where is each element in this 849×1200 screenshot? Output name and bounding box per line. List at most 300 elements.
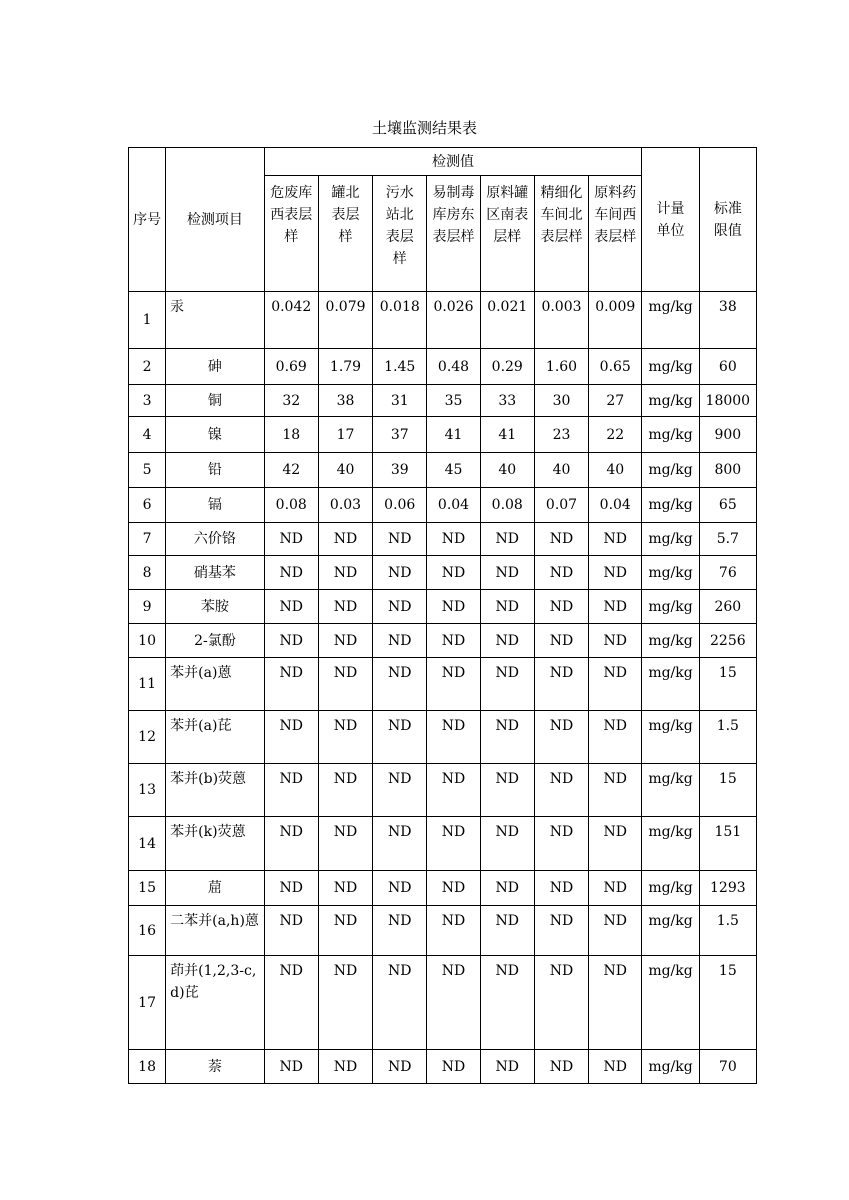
row-value [373, 292, 427, 349]
row-limit: 5.7 [699, 523, 756, 556]
row-value [480, 523, 534, 556]
row-value [589, 1050, 642, 1084]
row-value-text: ND [603, 913, 627, 929]
table-row [129, 349, 757, 385]
row-value [264, 349, 318, 385]
row-value-text: 17 [336, 426, 355, 443]
row-value-text: 0.042 [271, 299, 312, 315]
row-index: 5 [129, 453, 166, 488]
row-item [166, 956, 264, 1050]
row-value [427, 590, 480, 624]
row-value-text: 31 [390, 392, 409, 409]
row-value [589, 590, 642, 624]
row-value-text: ND [495, 718, 519, 734]
header-item: 检测项目 [166, 148, 264, 292]
row-item [166, 906, 264, 956]
table-row [129, 624, 757, 658]
row-value-text: ND [603, 564, 627, 581]
row-value [427, 956, 480, 1050]
row-value [373, 817, 427, 871]
row-value-text: ND [279, 665, 303, 681]
row-value-text: ND [549, 880, 574, 896]
row-value-text: 23 [552, 426, 571, 443]
row-value-text: ND [603, 665, 627, 681]
table-row [129, 523, 757, 556]
row-value [318, 764, 372, 817]
row-item-text: 䓛 [207, 880, 222, 896]
row-item-text: 六价铬 [193, 531, 236, 547]
row-value-text: ND [495, 665, 519, 681]
row-index: 10 [129, 624, 166, 658]
header-site [427, 176, 480, 292]
row-value-text: 40 [336, 462, 355, 478]
row-value [427, 817, 480, 871]
site-label: 精细化车间北表层样 [540, 185, 583, 245]
row-item-text: 铅 [207, 462, 222, 478]
row-unit: mg/kg [642, 817, 699, 871]
row-limit: 38 [699, 292, 756, 349]
row-item-text: 硝基苯 [193, 564, 236, 581]
header-site [480, 176, 534, 292]
row-value [318, 711, 372, 764]
row-item [166, 817, 264, 871]
row-value [589, 523, 642, 556]
row-limit: 800 [699, 453, 756, 488]
row-value [427, 906, 480, 956]
row-value-text: ND [388, 963, 412, 979]
row-value [427, 871, 480, 906]
row-value [589, 906, 642, 956]
row-value [373, 711, 427, 764]
row-value-text: ND [333, 531, 358, 547]
row-value-text: 40 [552, 462, 571, 478]
row-value-text: ND [279, 963, 303, 979]
row-unit: mg/kg [642, 488, 699, 523]
row-value-text: 0.026 [433, 299, 474, 315]
row-item-text: 二苯并(a,h)蒽 [170, 913, 259, 929]
row-value-text: 0.009 [595, 299, 636, 315]
row-value-text: ND [495, 963, 519, 979]
table-row [129, 292, 757, 349]
row-value [534, 956, 588, 1050]
row-value [589, 556, 642, 590]
row-value-text: ND [441, 598, 466, 615]
row-value-text: ND [441, 880, 466, 896]
row-value [373, 349, 427, 385]
row-unit: mg/kg [642, 711, 699, 764]
row-value-text: ND [549, 718, 574, 734]
row-value [534, 349, 588, 385]
row-value [427, 292, 480, 349]
row-value-text: ND [495, 880, 519, 896]
row-value-text: ND [603, 632, 627, 649]
row-value-text: ND [388, 824, 412, 840]
row-value-text: ND [495, 598, 519, 615]
row-value-text: 0.04 [599, 497, 631, 513]
header-site [264, 176, 318, 292]
table-row [129, 488, 757, 523]
header-site [534, 176, 588, 292]
row-value-text: ND [333, 632, 358, 649]
row-item-text: 汞 [170, 299, 185, 315]
row-value-text: ND [333, 771, 358, 787]
row-value [373, 956, 427, 1050]
table-row [129, 764, 757, 817]
row-value [480, 453, 534, 488]
row-value-text: ND [333, 913, 358, 929]
row-value [427, 523, 480, 556]
row-value [480, 385, 534, 417]
row-value [373, 764, 427, 817]
row-index: 2 [129, 349, 166, 385]
row-value [264, 385, 318, 417]
row-value-text: ND [388, 598, 412, 615]
row-index: 6 [129, 488, 166, 523]
row-item [166, 590, 264, 624]
header-unit-text: 计量单位 [656, 200, 685, 239]
row-value [318, 488, 372, 523]
row-value-text: 0.018 [379, 299, 420, 315]
row-value-text: 0.04 [437, 497, 470, 513]
row-value [480, 349, 534, 385]
row-value-text: ND [603, 718, 627, 734]
row-value-text: ND [603, 598, 627, 615]
row-item-text: 苯并(b)荧蒽 [170, 771, 247, 787]
row-limit: 70 [699, 1050, 756, 1084]
row-item [166, 764, 264, 817]
row-value [480, 488, 534, 523]
row-value [318, 871, 372, 906]
row-value [264, 417, 318, 453]
row-value-text: 0.07 [545, 497, 578, 513]
row-unit: mg/kg [642, 349, 699, 385]
row-value-text: ND [333, 718, 358, 734]
row-unit: mg/kg [642, 417, 699, 453]
row-limit: 65 [699, 488, 756, 523]
row-index: 13 [129, 764, 166, 817]
row-value [318, 817, 372, 871]
row-value [373, 906, 427, 956]
row-limit: 18000 [699, 385, 756, 417]
row-value [589, 658, 642, 711]
row-value [264, 292, 318, 349]
row-value-text: ND [441, 1058, 466, 1075]
site-label: 易制毒库房东表层样 [432, 185, 475, 245]
row-item-text: 铜 [207, 392, 222, 409]
row-value-text: ND [603, 771, 627, 787]
row-value-text: ND [333, 824, 358, 840]
row-value-text: ND [388, 880, 412, 896]
row-value [534, 658, 588, 711]
row-value [373, 658, 427, 711]
row-value-text: ND [333, 1058, 358, 1075]
row-value-text: ND [495, 632, 519, 649]
row-value-text: ND [279, 771, 303, 787]
row-value [264, 906, 318, 956]
row-value-text: 0.65 [599, 358, 631, 375]
row-index: 17 [129, 956, 166, 1050]
row-index: 16 [129, 906, 166, 956]
site-label: 原料药车间西表层样 [594, 185, 637, 245]
row-value-text: ND [549, 598, 574, 615]
row-unit: mg/kg [642, 453, 699, 488]
row-value [480, 764, 534, 817]
site-label: 原料罐区南表层样 [486, 185, 529, 245]
row-value [534, 1050, 588, 1084]
row-value [534, 764, 588, 817]
row-value [373, 417, 427, 453]
row-value [589, 711, 642, 764]
row-value [480, 624, 534, 658]
row-item-text: 镍 [207, 426, 222, 443]
row-value [480, 906, 534, 956]
header-site [318, 176, 372, 292]
row-value-text: 35 [444, 392, 463, 409]
row-value [318, 906, 372, 956]
row-value-text: 0.48 [437, 358, 470, 375]
row-unit: mg/kg [642, 556, 699, 590]
row-value-text: ND [388, 564, 412, 581]
row-unit: mg/kg [642, 523, 699, 556]
row-value-text: 0.29 [491, 358, 523, 375]
row-item-text: 苯并(a)芘 [170, 718, 232, 734]
row-value [318, 1050, 372, 1084]
row-value [264, 1050, 318, 1084]
row-limit: 15 [699, 764, 756, 817]
row-unit: mg/kg [642, 956, 699, 1050]
row-item [166, 488, 264, 523]
row-value [427, 624, 480, 658]
row-item [166, 1050, 264, 1084]
row-value [264, 764, 318, 817]
row-limit: 15 [699, 956, 756, 1050]
row-value [373, 523, 427, 556]
row-value [534, 292, 588, 349]
row-index: 7 [129, 523, 166, 556]
row-unit: mg/kg [642, 906, 699, 956]
row-value [534, 906, 588, 956]
row-value-text: ND [333, 598, 358, 615]
row-index: 3 [129, 385, 166, 417]
row-item [166, 523, 264, 556]
site-label: 危废库西表层样 [270, 185, 313, 245]
table-row [129, 556, 757, 590]
site-label: 污水站北表层样 [385, 185, 414, 267]
row-value-text: ND [603, 824, 627, 840]
table-row [129, 658, 757, 711]
header-limit [699, 148, 756, 292]
row-value [373, 1050, 427, 1084]
row-item [166, 711, 264, 764]
row-value [318, 556, 372, 590]
row-value [264, 523, 318, 556]
row-value-text: 1.60 [545, 358, 578, 375]
row-value [427, 385, 480, 417]
row-value-text: ND [441, 824, 466, 840]
row-item-text: 苯胺 [200, 598, 229, 615]
table-row [129, 417, 757, 453]
row-value-text: ND [388, 1058, 412, 1075]
row-value-text: 0.69 [275, 358, 307, 375]
row-value [373, 590, 427, 624]
row-value [589, 453, 642, 488]
row-unit: mg/kg [642, 385, 699, 417]
row-value [264, 590, 318, 624]
row-limit: 1293 [699, 871, 756, 906]
row-limit: 60 [699, 349, 756, 385]
row-value-text: ND [441, 564, 466, 581]
row-value [427, 658, 480, 711]
row-value [427, 711, 480, 764]
row-value [589, 956, 642, 1050]
row-value-text: ND [279, 632, 303, 649]
row-value-text: 27 [606, 392, 625, 409]
row-value [264, 658, 318, 711]
soil-results-table [128, 147, 757, 1084]
row-item [166, 871, 264, 906]
row-value-text: ND [549, 1058, 574, 1075]
row-value-text: 41 [444, 426, 463, 443]
row-value [480, 711, 534, 764]
table-row [129, 906, 757, 956]
row-unit: mg/kg [642, 624, 699, 658]
row-item-text: 萘 [207, 1058, 222, 1075]
row-value [534, 590, 588, 624]
row-item [166, 556, 264, 590]
row-unit: mg/kg [642, 658, 699, 711]
row-item [166, 417, 264, 453]
row-value-text: ND [549, 632, 574, 649]
row-value-text: 41 [498, 426, 517, 443]
row-value [318, 956, 372, 1050]
row-value [318, 292, 372, 349]
row-item [166, 292, 264, 349]
row-index: 14 [129, 817, 166, 871]
page-title: 土壤监测结果表 [371, 119, 477, 137]
row-value [373, 556, 427, 590]
row-value [427, 488, 480, 523]
row-value [427, 1050, 480, 1084]
row-value-text: 0.08 [275, 497, 307, 513]
row-value-text: ND [549, 771, 574, 787]
row-value [264, 817, 318, 871]
row-value-text: 39 [390, 462, 409, 478]
row-limit: 1.5 [699, 711, 756, 764]
row-value-text: ND [603, 963, 627, 979]
row-index: 4 [129, 417, 166, 453]
row-value-text: 0.03 [329, 497, 362, 513]
row-item-text: 苯并(k)荧蒽 [170, 824, 246, 840]
row-item-text: 2-氯酚 [194, 632, 236, 649]
row-unit: mg/kg [642, 590, 699, 624]
row-value-text: ND [388, 718, 412, 734]
row-value [534, 871, 588, 906]
row-value [589, 349, 642, 385]
row-value-text: ND [388, 632, 412, 649]
row-value-text: 32 [282, 392, 301, 409]
row-value-text: ND [388, 771, 412, 787]
row-limit: 900 [699, 417, 756, 453]
row-item [166, 658, 264, 711]
row-value [534, 488, 588, 523]
row-value [589, 624, 642, 658]
row-value-text: ND [333, 963, 358, 979]
table-row [129, 590, 757, 624]
row-value-text: 33 [498, 392, 517, 409]
row-value-text: ND [495, 1058, 519, 1075]
row-value [589, 488, 642, 523]
row-value-text: 0.021 [487, 299, 528, 315]
row-index: 1 [129, 292, 166, 349]
row-value [480, 556, 534, 590]
row-value-text: 37 [390, 426, 409, 443]
header-site [373, 176, 427, 292]
row-value-text: ND [549, 913, 574, 929]
row-value-text: ND [603, 531, 627, 547]
row-value [534, 417, 588, 453]
row-value-text: ND [441, 665, 466, 681]
table-row [129, 711, 757, 764]
table-row [129, 817, 757, 871]
row-value-text: 0.08 [491, 497, 523, 513]
row-item-text: 苯并(a)蒽 [170, 665, 232, 681]
row-value [589, 292, 642, 349]
table-body [129, 292, 757, 1084]
row-value [427, 349, 480, 385]
row-limit: 260 [699, 590, 756, 624]
row-value-text: ND [333, 665, 358, 681]
row-value [427, 764, 480, 817]
row-unit: mg/kg [642, 1050, 699, 1084]
row-value [589, 871, 642, 906]
row-value [589, 817, 642, 871]
row-value [318, 385, 372, 417]
row-value-text: 0.003 [541, 299, 582, 315]
row-index: 8 [129, 556, 166, 590]
row-value-text: ND [279, 913, 303, 929]
row-value-text: ND [495, 771, 519, 787]
header-unit [642, 148, 699, 292]
row-value [534, 556, 588, 590]
row-value-text: ND [441, 771, 466, 787]
header-limit-text: 标准限值 [713, 200, 742, 239]
row-value [534, 385, 588, 417]
row-value-text: 45 [444, 462, 463, 478]
row-value [318, 658, 372, 711]
row-unit: mg/kg [642, 764, 699, 817]
row-value-text: 18 [282, 426, 301, 443]
row-value [427, 556, 480, 590]
row-value [264, 556, 318, 590]
row-value-text: ND [333, 880, 358, 896]
row-item-text: 砷 [207, 358, 222, 375]
row-item [166, 624, 264, 658]
row-value-text: ND [279, 880, 303, 896]
row-value [264, 871, 318, 906]
row-value [318, 453, 372, 488]
row-limit: 15 [699, 658, 756, 711]
row-value-text: 40 [606, 462, 625, 478]
row-value [589, 385, 642, 417]
row-value [373, 871, 427, 906]
row-value-text: 1.45 [384, 358, 416, 375]
row-value [373, 624, 427, 658]
row-value-text: 40 [498, 462, 517, 478]
row-value-text: 1.79 [329, 358, 362, 375]
table-row [129, 385, 757, 417]
row-value [318, 417, 372, 453]
row-value-text: ND [441, 913, 466, 929]
